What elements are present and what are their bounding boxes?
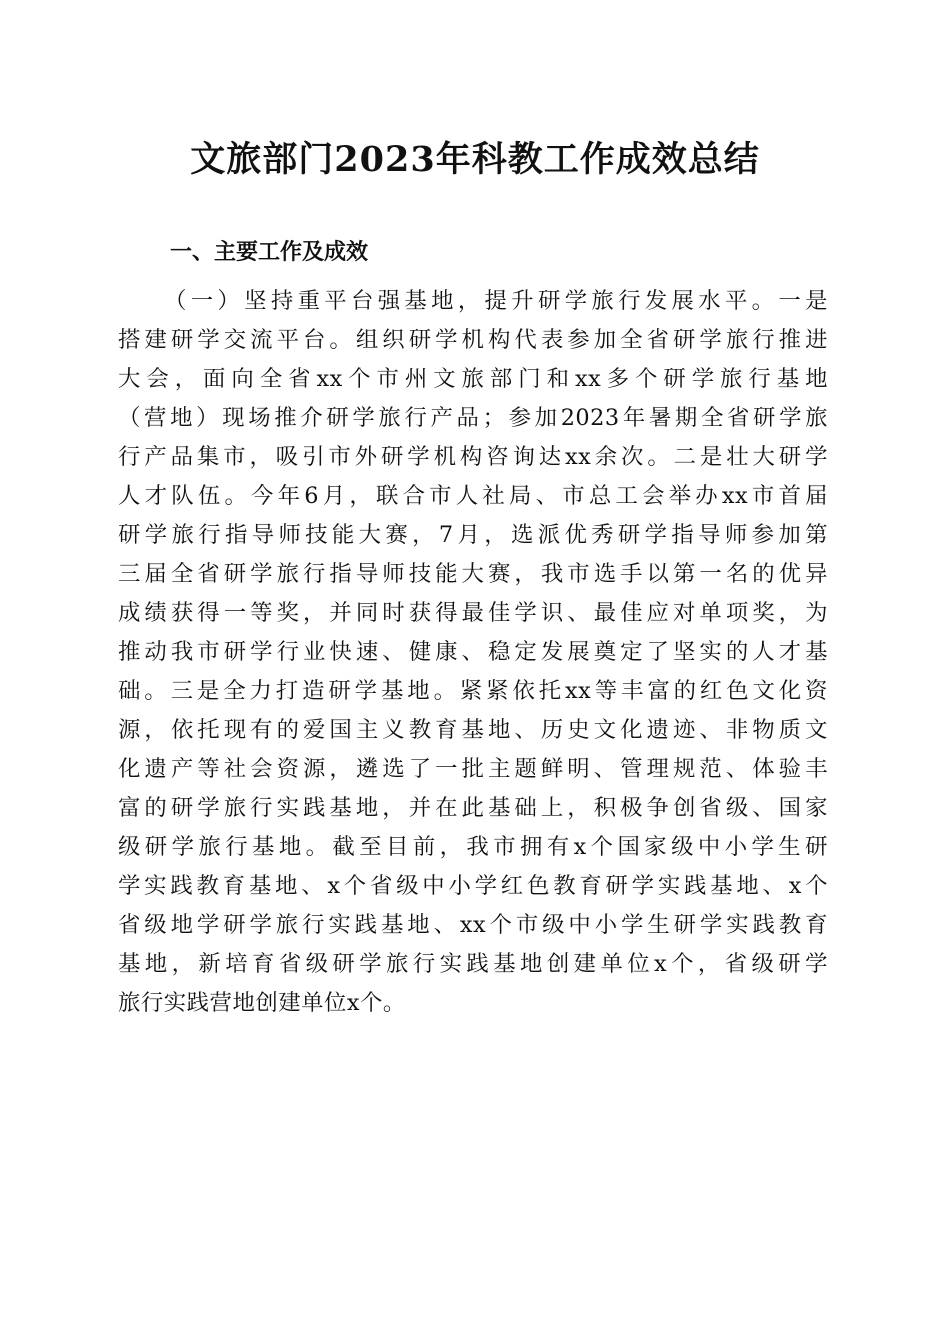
paragraph-line: 推动我市研学行业快速、健康、稳定发展奠定了坚实的人才基 — [118, 639, 828, 665]
paragraph-line: 基地，新培育省级研学旅行实践基地创建单位x个，省级研学 — [118, 951, 828, 977]
paragraph-line: 行产品集市，吸引市外研学机构咨询达xx余次。二是壮大研学 — [118, 444, 828, 470]
paragraph-line: 人才队伍。今年6月，联合市人社局、市总工会举办xx市首届 — [118, 483, 828, 509]
paragraph-line: （一）坚持重平台强基地，提升研学旅行发展水平。一是 — [164, 288, 828, 314]
paragraph-line: 研学旅行指导师技能大赛，7月，选派优秀研学指导师参加第 — [118, 522, 828, 548]
paragraph-line: 富的研学旅行实践基地，并在此基础上，积极争创省级、国家 — [118, 795, 828, 821]
paragraph-line: （营地）现场推介研学旅行产品；参加2023年暑期全省研学旅 — [118, 405, 828, 431]
document-title: 文旅部门2023年科教工作成效总结 — [190, 139, 760, 180]
body-paragraph — [118, 282, 828, 1023]
paragraph-line: 化遗产等社会资源，遴选了一批主题鲜明、管理规范、体验丰 — [118, 756, 828, 782]
paragraph-line: 源，依托现有的爱国主义教育基地、历史文化遗迹、非物质文 — [118, 717, 828, 743]
paragraph-line: 成绩获得一等奖，并同时获得最佳学识、最佳应对单项奖，为 — [118, 600, 828, 626]
paragraph-line: 础。三是全力打造研学基地。紧紧依托xx等丰富的红色文化资 — [118, 678, 828, 704]
paragraph-line: 级研学旅行基地。截至目前，我市拥有x个国家级中小学生研 — [118, 834, 828, 860]
paragraph-line: 省级地学研学旅行实践基地、xx个市级中小学生研学实践教育 — [118, 912, 828, 938]
paragraph-line: 三届全省研学旅行指导师技能大赛，我市选手以第一名的优异 — [118, 561, 828, 587]
paragraph-line: 学实践教育基地、x个省级中小学红色教育研学实践基地、x个 — [118, 873, 828, 899]
paragraph-line: 大会，面向全省xx个市州文旅部门和xx多个研学旅行基地 — [118, 366, 828, 392]
paragraph-line: 搭建研学交流平台。组织研学机构代表参加全省研学旅行推进 — [118, 327, 828, 353]
paragraph-line: 旅行实践营地创建单位x个。 — [118, 990, 406, 1016]
section-heading: 一、主要工作及成效 — [170, 240, 369, 265]
